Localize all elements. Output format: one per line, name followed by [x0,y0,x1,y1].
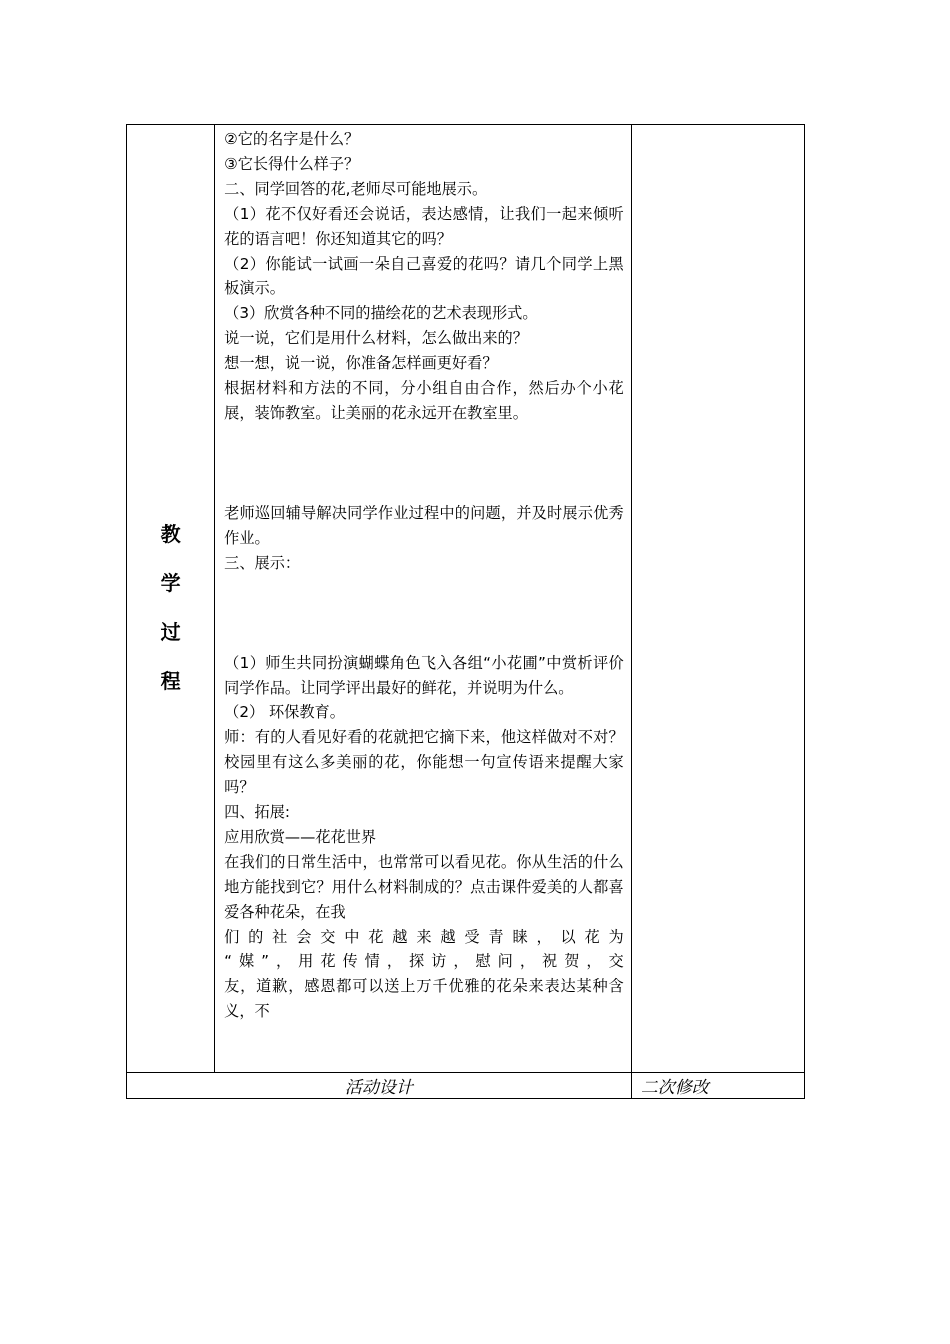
step3-teacher: 师：有的人看见好看的花就把它摘下来，他这样做对不对？校园里有这么多美丽的花，你能想一句宣传语来提醒大家吗？ [224,728,624,797]
step2-think: 想一想，说一说，你准备怎样画更好看？ [224,354,498,373]
spacer [224,426,624,501]
step2-group: 根据材料和方法的不同，分小组自由合作，然后办个小花展，装饰教室。让美丽的花永远开在教室里。 [224,379,624,422]
section-label-cell [127,125,215,1073]
step2-item-1: （1）花不仅好看还会说话，表达感情，让我们一起来倾听花的语言吧！你还知道其它的吗？ [224,204,624,248]
step2-item-3: （3）欣赏各种不同的描绘花的艺术表现形式。 [224,304,538,323]
section-label-char: 过 [160,619,181,644]
step2-say: 说一说，它们是用什么材料，怎么做出来的？ [224,329,528,348]
step2-item-2: （2）你能试一试画一朵自己喜爱的花吗？请几个同学上黑板演示。 [224,254,624,298]
step4-line-2: 们的社会交中花越来越受青睐，以花为 [224,927,624,946]
step4-line-3: “媒”，用花传情，探访，慰问，祝贺，交 [224,952,624,971]
teaching-process-row [127,125,805,1073]
activity-design-header: 活动设计 [127,1073,632,1099]
teacher-guide: 老师巡回辅导解决同学作业过程中的问题，并及时展示优秀作业。 [224,503,624,547]
section-label-char: 程 [160,668,181,693]
step4-line-4: 友，道歉，感恩都可以送上万千优雅的花朵来表达某种含义，不 [224,977,624,1021]
section-label-char: 教 [160,521,181,546]
section-label [161,510,181,706]
step3-item-2: （2） 环保教育。 [224,703,345,722]
lesson-plan-table [126,124,805,1099]
step4-title: 四、拓展: [224,803,290,822]
activity-content-cell [215,125,632,1073]
step3-item-1: （1）师生共同扮演蝴蝶角色飞入各组“小花圃”中赏析评价同学作品。让同学评出最好的鲜花，并说明为什么。 [224,653,624,697]
step3-title: 三、展示： [224,553,301,572]
revision-notes-cell [631,125,804,1073]
second-revision-header: 二次修改 [631,1073,804,1099]
question-name: ②它的名字是什么？ [224,130,360,148]
step4-line-1: 在我们的日常生活中，也常常可以看见花。你从生活的什么地方能找到它？用什么材料制成的？点击课件爱美的人都喜爱各种花朵，在我 [224,852,624,921]
footer-row [127,1073,805,1099]
spacer [224,576,624,651]
question-appearance: ③它长得什么样子？ [224,154,360,173]
step2-title: 二、同学回答的花,老师尽可能地展示。 [224,179,488,198]
step4-subtitle: 应用欣赏——花花世界 [224,827,376,846]
section-label-char: 学 [160,570,181,595]
